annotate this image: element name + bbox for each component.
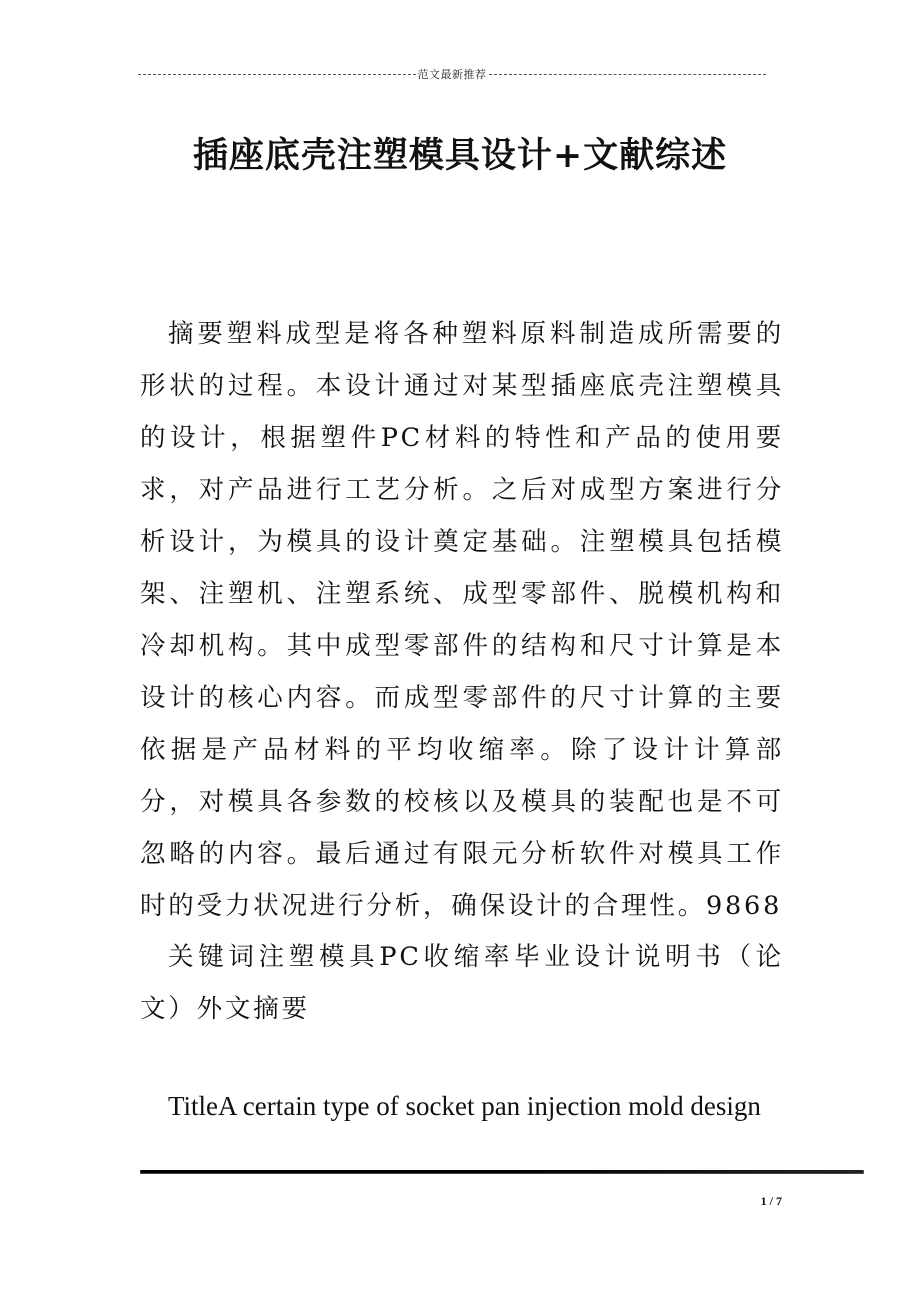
keywords-paragraph: 关键词注塑模具PC收缩率毕业设计说明书（论文）外文摘要 [140, 942, 784, 1024]
abstract-paragraph: 摘要塑料成型是将各种塑料原料制造成所需要的形状的过程。本设计通过对某型插座底壳注塑模具的设计，根据塑件PC材料的特性和产品的使用要求，对产品进行工艺分析。之后对成型方案进行分析设计，为模具的设计奠定基础。注塑模具包括模架、注塑机、注塑系统、成型零部件、脱模机构和冷却机构。其中成型零部件的结构和尺寸计算是本设计的核心内容。而成型零部件的尺寸计算的主要依据是产品材料的平均收缩率。除了设计计算部分，对模具各参数的校核以及模具的装配也是不可忽略的内容。最后通过有限元分析软件对模具工作时的受力状况进行分析，确保设计的合理性。9868 [140, 319, 784, 921]
header-label: 范文最新推荐 [417, 68, 487, 81]
header-dash-right [489, 74, 767, 75]
page-number: 1 / 7 [760, 1194, 782, 1208]
header-dash-left [138, 74, 416, 75]
english-title-paragraph: TitleA certain type of socket pan injection mold design [168, 1091, 761, 1121]
document-title: 插座底壳注塑模具设计+文献综述 [192, 135, 728, 176]
footer-rule [140, 1170, 864, 1173]
header-rule [138, 66, 766, 82]
